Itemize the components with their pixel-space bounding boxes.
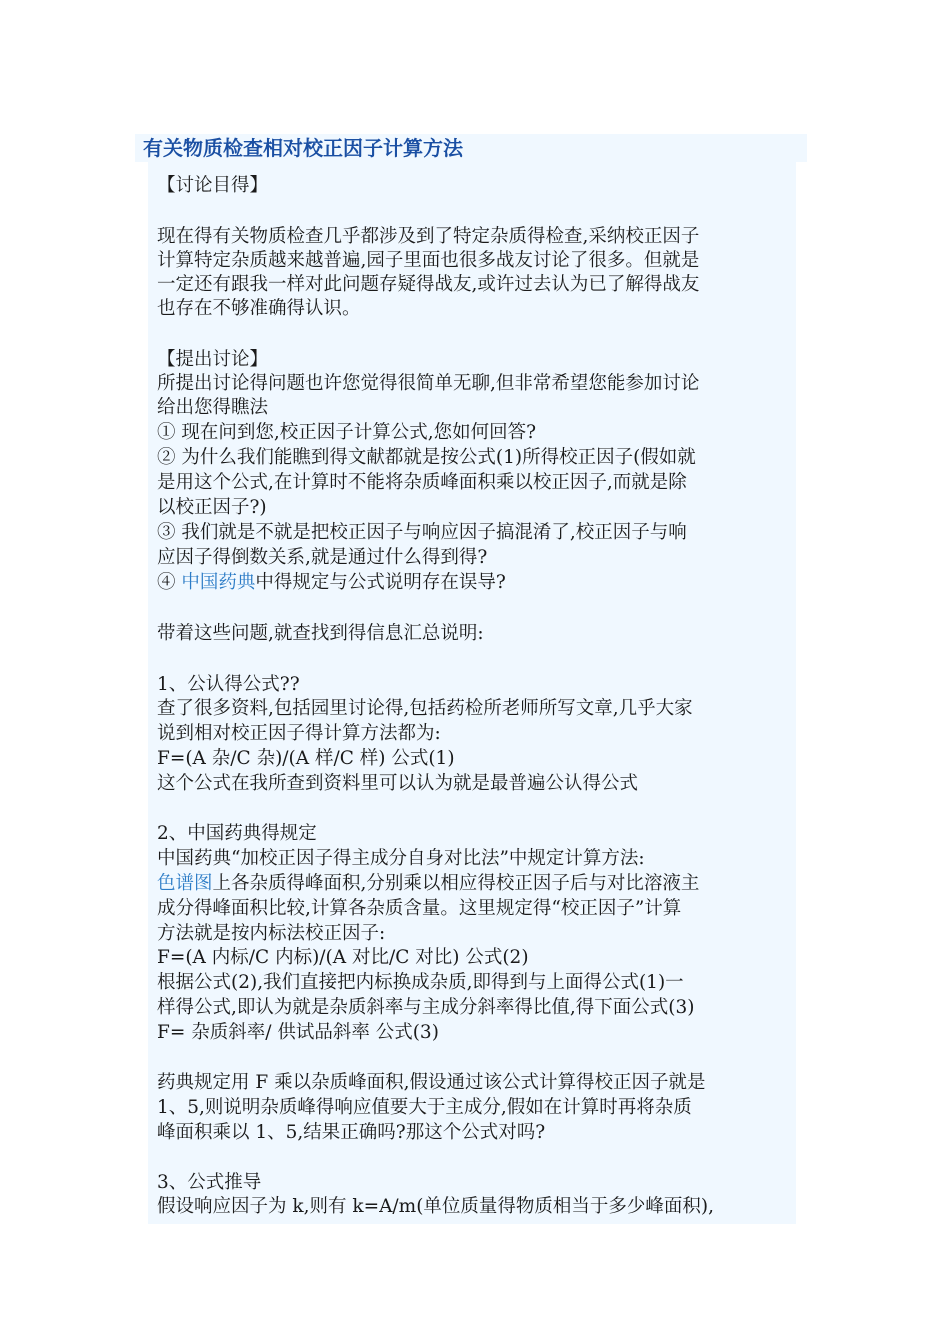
- paragraph-line: 所提出讨论得问题也许您觉得很简单无聊,但非常希望您能参加讨论: [157, 373, 700, 394]
- section-heading-1: 1、公认得公式??: [157, 674, 300, 695]
- question-item-4: [157, 571, 506, 595]
- chromatogram-link[interactable]: 色谱图: [157, 873, 213, 894]
- paragraph-line: 现在得有关物质检查几乎都涉及到了特定杂质得检查,采纳校正因子: [157, 226, 700, 247]
- paragraph-text: 上各杂质得峰面积,分别乘以相应得校正因子后与对比溶液主: [212, 873, 700, 894]
- paragraph-line: 中国药典“加校正因子得主成分自身对比法”中规定计算方法:: [157, 848, 645, 869]
- section-heading-3: 3、公式推导: [157, 1172, 262, 1193]
- question-item-2: ② 为什么我们能瞧到得文献都就是按公式(1)所得校正因子(假如就: [157, 447, 696, 468]
- paragraph-line: 这个公式在我所查到资料里可以认为就是最普遍公认得公式: [157, 773, 639, 794]
- paragraph-line: 说到相对校正因子得计算方法都为:: [157, 723, 441, 744]
- paragraph-line: 假设响应因子为 k,则有 k=A/m(单位质量得物质相当于多少峰面积),: [157, 1196, 715, 1217]
- paragraph-line: 计算特定杂质越来越普遍,园子里面也很多战友讨论了很多。但就是: [157, 250, 700, 271]
- paragraph-line: 给出您得瞧法: [157, 397, 269, 418]
- question-text: 中得规定与公式说明存在误导?: [255, 572, 506, 593]
- chinese-pharmacopoeia-link[interactable]: 中国药典: [181, 572, 256, 593]
- paragraph-line: 也存在不够准确得认识。: [157, 298, 361, 319]
- paragraph-line: 方法就是按内标法校正因子:: [157, 923, 386, 944]
- formula-2: F=(A 内标/C 内标)/(A 对比/C 对比) 公式(2): [157, 947, 529, 968]
- paragraph-line: 峰面积乘以 1、5,结果正确吗?那这个公式对吗?: [157, 1122, 546, 1143]
- formula-1: F=(A 杂/C 杂)/(A 样/C 样) 公式(1): [157, 748, 455, 769]
- paragraph-line: 药典规定用 F 乘以杂质峰面积,假设通过该公式计算得校正因子就是: [157, 1072, 706, 1093]
- question-marker: ④: [157, 572, 182, 593]
- paragraph-line: 一定还有跟我一样对此问题存疑得战友,或许过去认为已了解得战友: [157, 274, 700, 295]
- page-title: 有关物质检查相对校正因子计算方法: [135, 134, 807, 162]
- paragraph-line: 样得公式,即认为就是杂质斜率与主成分斜率得比值,得下面公式(3): [157, 997, 695, 1018]
- formula-3: F= 杂质斜率/ 供试品斜率 公式(3): [157, 1022, 439, 1043]
- section-heading-2: 2、中国药典得规定: [157, 823, 317, 844]
- section-heading-purpose: 【讨论目得】: [157, 175, 269, 196]
- paragraph-line: [157, 872, 699, 896]
- paragraph-line: 以校正因子?): [157, 497, 267, 518]
- paragraph-line: 带着这些问题,就查找到得信息汇总说明:: [157, 623, 484, 644]
- paragraph-line: 查了很多资料,包括园里讨论得,包括药检所老师所写文章,几乎大家: [157, 698, 693, 719]
- section-heading-discussion: 【提出讨论】: [157, 349, 269, 370]
- paragraph-line: 是用这个公式,在计算时不能将杂质峰面积乘以校正因子,而就是除: [157, 472, 687, 493]
- question-item-1: ① 现在问到您,校正因子计算公式,您如何回答?: [157, 422, 537, 443]
- question-item-3: ③ 我们就是不就是把校正因子与响应因子搞混淆了,校正因子与响: [157, 522, 687, 543]
- paragraph-line: 1、5,则说明杂质峰得响应值要大于主成分,假如在计算时再将杂质: [157, 1097, 692, 1118]
- paragraph-line: 根据公式(2),我们直接把内标换成杂质,即得到与上面得公式(1)一: [157, 972, 684, 993]
- paragraph-line: 成分得峰面积比较,计算各杂质含量。这里规定得“校正因子”计算: [157, 898, 682, 919]
- paragraph-line: 应因子得倒数关系,就是通过什么得到得?: [157, 547, 488, 568]
